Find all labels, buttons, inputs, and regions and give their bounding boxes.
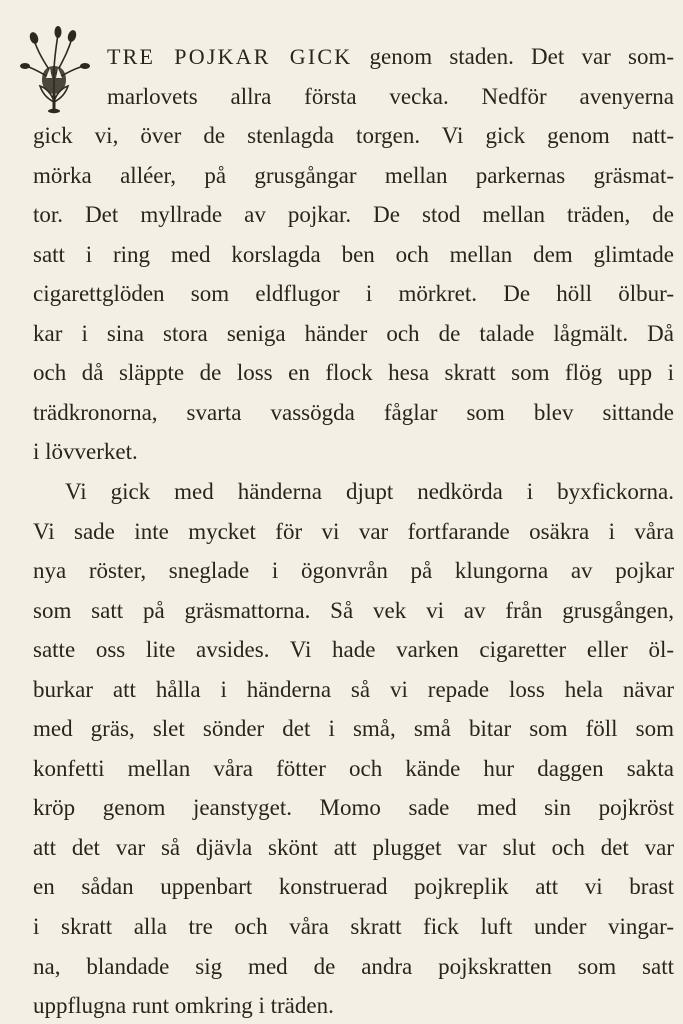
text-line: kröp genom jeanstyget. Momo sade med sin pojkröst: [33, 795, 674, 821]
text-line: kar i sina stora seniga händer och de talade lågmält. Då: [33, 320, 674, 346]
text-line: cigarettglöden som eldflugor i mörkret. De höll ölbur-: [33, 281, 674, 307]
text-line: Vi gick med händerna djupt nedkörda i byxfickorna.: [65, 479, 674, 505]
text-line: satt i ring med korslagda ben och mellan dem glimtade: [33, 241, 674, 267]
text-line: och då släppte de loss en flock hesa skratt som flög upp i: [33, 360, 674, 386]
text-line: uppflugna runt omkring i träden.: [33, 993, 334, 1019]
text-line: [33, 37, 674, 77]
text-line: i lövverket.: [33, 439, 138, 465]
text-line-content: genom staden. Det var som-: [352, 44, 675, 69]
text-line: konfetti mellan våra fötter och kände hur daggen sakta: [33, 755, 674, 781]
body-text: [33, 37, 674, 1024]
text-line: med gräs, slet sönder det i små, små bitar som föll som: [33, 716, 674, 742]
text-line: satte oss lite avsides. Vi hade varken cigaretter eller öl-: [33, 637, 674, 663]
text-line: en sådan uppenbart konstruerad pojkreplik att vi brast: [33, 874, 674, 900]
text-line: burkar att hålla i händerna så vi repade loss hela nävar: [33, 676, 674, 702]
text-line: i skratt alla tre och våra skratt fick luft under vingar-: [33, 914, 674, 940]
text-line: mörka alléer, på grusgångar mellan parkernas gräsmat-: [33, 162, 674, 188]
text-line: trädkronorna, svarta vassögda fåglar som blev sittande: [33, 399, 674, 425]
text-line: Vi sade inte mycket för vi var fortfarande osäkra i våra: [33, 518, 674, 544]
text-line: tor. Det myllrade av pojkar. De stod mellan träden, de: [33, 202, 674, 228]
text-line: na, blandade sig med de andra pojkskratten som satt: [33, 953, 674, 979]
text-line: marlovets allra första vecka. Nedför avenyerna: [107, 83, 674, 109]
text-line: nya röster, sneglade i ögonvrån på klungorna av pojkar: [33, 558, 674, 584]
text-line: gick vi, över de stenlagda torgen. Vi gick genom natt-: [33, 123, 674, 149]
opening-smallcaps: TRE POJKAR GICK: [107, 44, 353, 69]
text-line: som satt på gräsmattorna. Så vek vi av från grusgången,: [33, 597, 674, 623]
text-line: att det var så djävla skönt att plugget var slut och det var: [33, 834, 674, 860]
